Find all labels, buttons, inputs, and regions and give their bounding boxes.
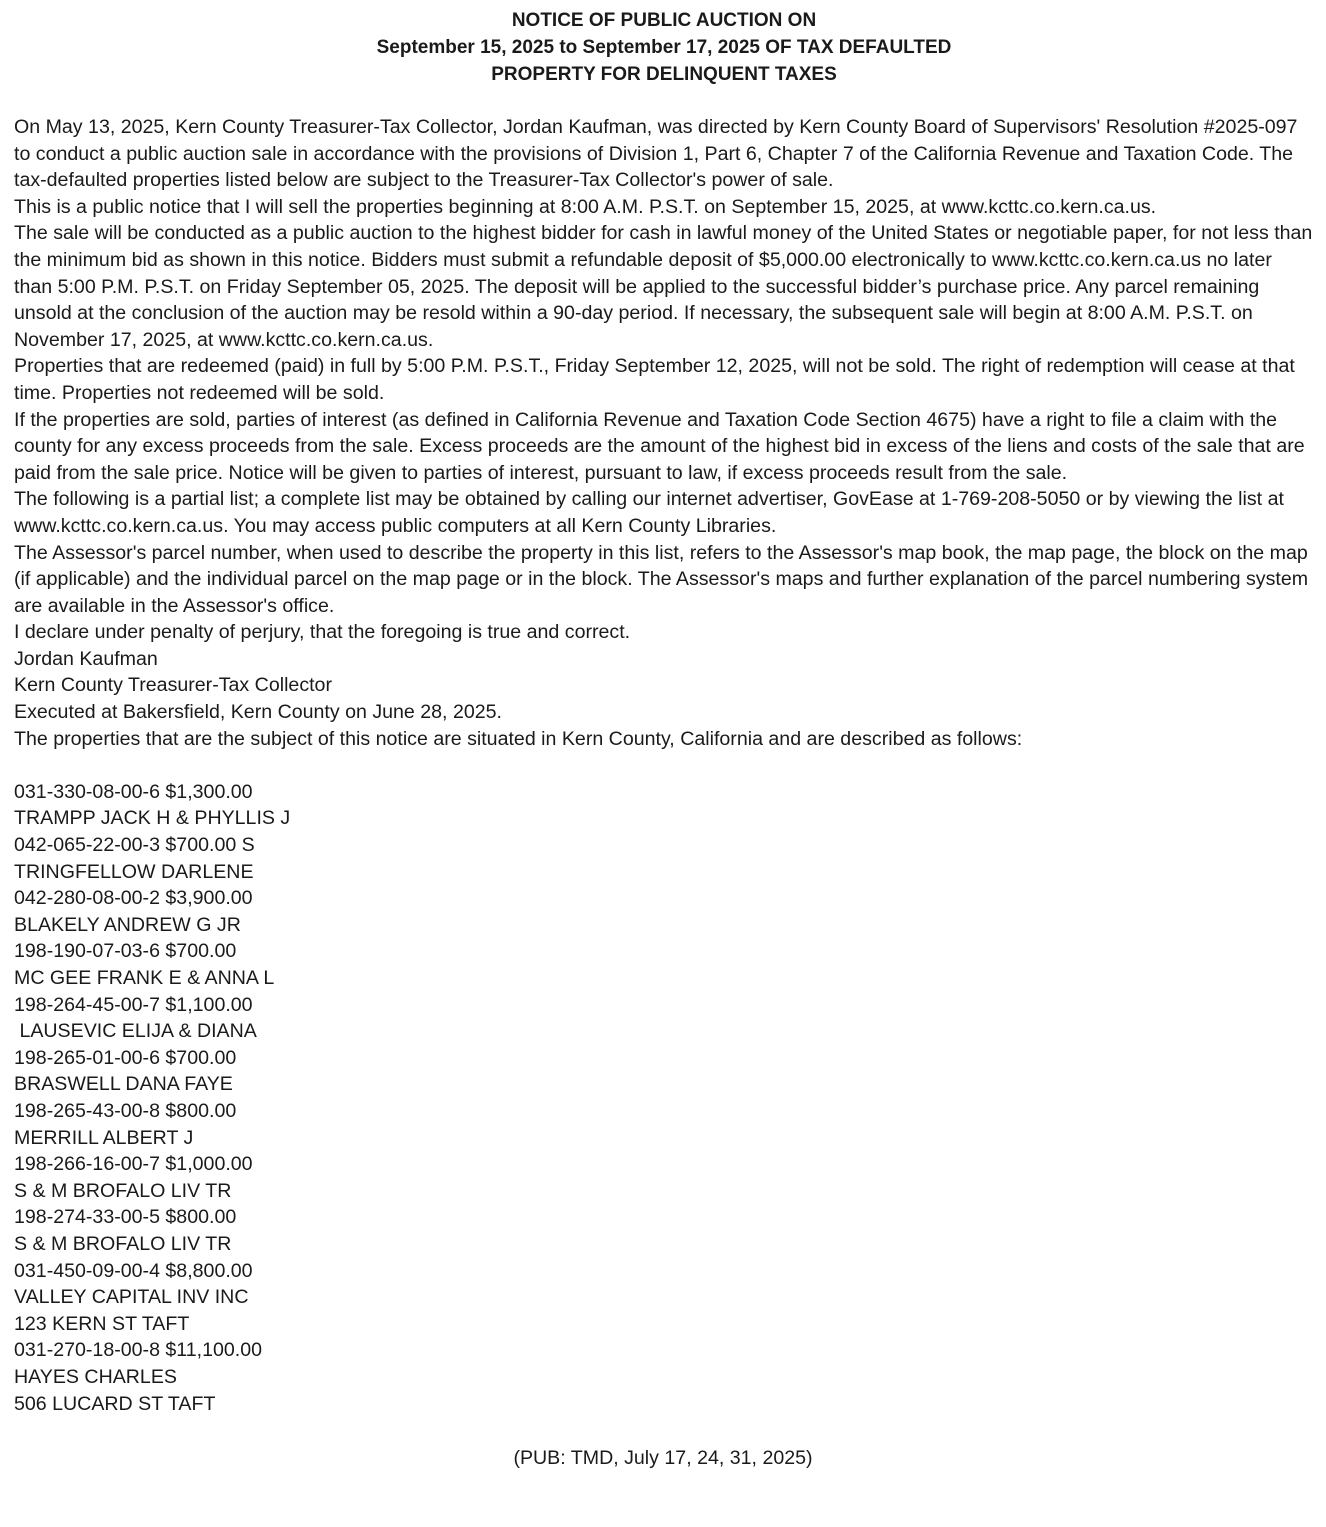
paragraph-auction-terms: The sale will be conducted as a public auction to the highest bidder for cash in lawful money of the United States or negotiable paper, for not less than the minimum bid as shown in this notice. Bidders must submit a refundable deposit of $5,000.00 electronically to www.kcttc.co.kern.ca.us no later than 5:00 P.M. P.S.T. on Friday September 05, 2025. The deposit will be applied to the successful bidder’s purchase price. Any parcel remaining unsold at the conclusion of the auction may be resold within a 90-day period. If necessary, the subsequent sale will begin at 8:00 A.M. P.S.T. on November 17, 2025, at www.kcttc.co.kern.ca.us. (14, 222, 1313, 351)
list-item: 506 LUCARD ST TAFT (14, 1392, 216, 1415)
list-item: 031-330-08-00-6 $1,300.00 (14, 780, 253, 803)
list-item: MC GEE FRANK E & ANNA L (14, 967, 275, 989)
property-listing (14, 779, 1314, 1417)
paragraph-sale-start: This is a public notice that I will sell the properties beginning at 8:00 A.M. P.S.T. on September 15, 2025, at www.kcttc.co.kern.ca.us. (14, 195, 1157, 218)
list-item: LAUSEVIC ELIJA & DIANA (14, 1020, 257, 1043)
list-item: VALLEY CAPITAL INV INC (14, 1286, 249, 1309)
paragraph-properties-intro: The properties that are the subject of this notice are situated in Kern County, California and are described as follows: (14, 727, 1023, 750)
list-item: 198-265-43-00-8 $800.00 (14, 1099, 237, 1122)
signatory-title: Kern County Treasurer-Tax Collector (14, 674, 332, 697)
notice-title (14, 7, 1314, 88)
list-item: BLAKELY ANDREW G JR (14, 913, 241, 936)
list-item: 031-450-09-00-4 $8,800.00 (14, 1259, 253, 1282)
publication-info: (PUB: TMD, July 17, 24, 31, 2025) (513, 1447, 813, 1469)
paragraph-parcel-number: The Assessor's parcel number, when used to describe the property in this list, refers to the Assessor's map book, the map page, the block on the map (if applicable) and the individual parcel on the map page or in the block. The Assessor's maps and further explanation of the parcel numbering system are available in the Assessor's office. (14, 541, 1309, 617)
paragraph-redemption: Properties that are redeemed (paid) in full by 5:00 P.M. P.S.T., Friday September 12, 2025, will not be sold. The right of redemption will cease at that time. Properties not redeemed will be sold. (14, 355, 1295, 404)
list-item: S & M BROFALO LIV TR (14, 1232, 232, 1255)
notice-body (14, 114, 1314, 1417)
execution-place-date: Executed at Bakersfield, Kern County on June 28, 2025. (14, 701, 502, 724)
list-item: 123 KERN ST TAFT (14, 1312, 190, 1335)
list-item: HAYES CHARLES (14, 1365, 177, 1388)
paragraph-resolution: On May 13, 2025, Kern County Treasurer-Tax Collector, Jordan Kaufman, was directed by Kern County Board of Supervisors' Resolution #2025-097 to conduct a public auction sale in accordance with the provisions of Division 1, Part 6, Chapter 7 of the California Revenue and Taxation Code. The tax-defaulted properties listed below are subject to the Treasurer-Tax Collector's power of sale. (14, 116, 1298, 192)
list-item: 042-065-22-00-3 $700.00 S (14, 834, 255, 857)
paragraph-declaration: I declare under penalty of perjury, that the foregoing is true and correct. (14, 621, 631, 644)
paragraph-partial-list: The following is a partial list; a complete list may be obtained by calling our internet advertiser, GovEase at 1-769-208-5050 or by viewing the list at www.kcttc.co.kern.ca.us. You may access public computers at all Kern County Libraries. (14, 488, 1284, 537)
list-item: 031-270-18-00-8 $11,100.00 (14, 1339, 263, 1362)
notice-document (14, 7, 1314, 1417)
list-item: 198-274-33-00-5 $800.00 (14, 1206, 237, 1229)
title-line-3: PROPERTY FOR DELINQUENT TAXES (491, 64, 837, 85)
list-item: 198-264-45-00-7 $1,100.00 (14, 993, 253, 1016)
list-item: TRAMPP JACK H & PHYLLIS J (14, 807, 291, 830)
title-line-1: NOTICE OF PUBLIC AUCTION ON (511, 10, 817, 31)
title-line-2: September 15, 2025 to September 17, 2025 OF TAX DEFAULTED (376, 37, 952, 58)
signatory-name: Jordan Kaufman (14, 647, 158, 670)
paragraph-excess-proceeds: If the properties are sold, parties of interest (as defined in California Revenue and Taxation Code Section 4675) have a right to file a claim with the county for any excess proceeds from the sale. Excess proceeds are the amount of the highest bid in excess of the liens and costs of the sale that are paid from the sale price. Notice will be given to parties of interest, pursuant to law, if excess proceeds result from the sale. (14, 408, 1305, 484)
list-item: 198-265-01-00-6 $700.00 (14, 1046, 237, 1069)
list-item: MERRILL ALBERT J (14, 1126, 194, 1149)
list-item: S & M BROFALO LIV TR (14, 1179, 232, 1202)
list-item: BRASWELL DANA FAYE (14, 1073, 233, 1096)
list-item: 198-266-16-00-7 $1,000.00 (14, 1153, 253, 1176)
spacer (14, 752, 1314, 779)
list-item: TRINGFELLOW DARLENE (14, 860, 254, 883)
list-item: 198-190-07-03-6 $700.00 (14, 940, 237, 963)
list-item: 042-280-08-00-2 $3,900.00 (14, 887, 253, 910)
